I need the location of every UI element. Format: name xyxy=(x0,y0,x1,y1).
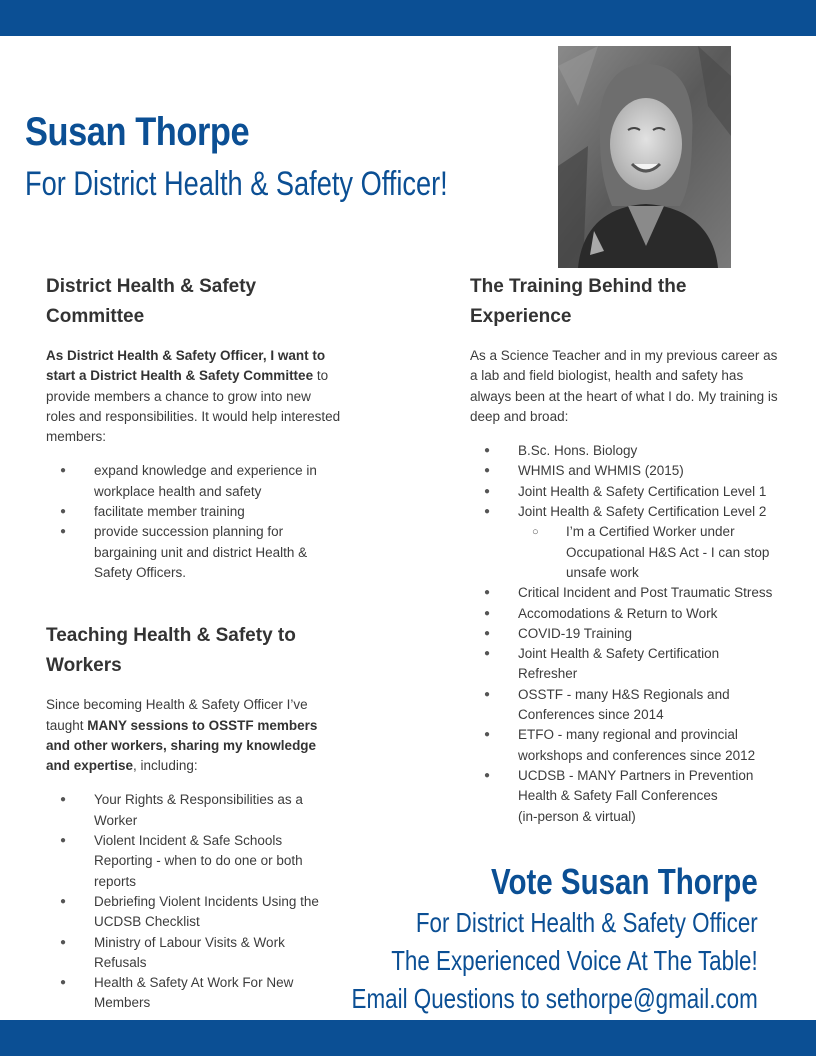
list-item: ● provide succession planning for bargaining unit and district Health & Safety Officers. xyxy=(46,522,341,583)
candidate-name: Susan Thorpe xyxy=(25,110,250,154)
list-item: ● Health & Safety At Work For New Members xyxy=(46,973,341,1014)
list-item: ● Ministry of Labour Visits & Work Refusals xyxy=(46,933,341,974)
list-item: ● Accomodations & Return to Work xyxy=(470,604,780,624)
candidate-subtitle: For District Health & Safety Officer! xyxy=(25,165,448,203)
vote-block xyxy=(250,860,758,1018)
list-item: ● WHMIS and WHMIS (2015) xyxy=(470,461,780,481)
teaching-intro-end: , including: xyxy=(133,758,198,774)
list-item: ● Joint Health & Safety Certification Level 1 xyxy=(470,482,780,502)
committee-list xyxy=(46,461,341,583)
vote-line-email[interactable]: Email Questions to sethorpe@gmail.com xyxy=(351,983,758,1014)
training-list-continued xyxy=(470,583,780,827)
training-list xyxy=(470,441,780,522)
vote-heading: Vote Susan Thorpe xyxy=(491,861,758,902)
teaching-heading: Teaching Health & Safety to Workers xyxy=(46,625,296,677)
list-item: ● ETFO - many regional and provincial workshops and conferences since 2012 xyxy=(470,725,780,766)
top-banner xyxy=(0,0,816,36)
training-intro: As a Science Teacher and in my previous career as a lab and field biologist, health and safety has always been at the heart of what I do. My training is deep and broad: xyxy=(470,348,778,424)
sub-list-item: ○ I’m a Certified Worker under Occupational H&S Act - I can stop unsafe work xyxy=(518,522,780,583)
training-sublist xyxy=(518,522,780,583)
bottom-banner xyxy=(0,1020,816,1056)
training-heading: The Training Behind the Experience xyxy=(470,276,687,327)
list-item: ● Your Rights & Responsibilities as a Worker xyxy=(46,790,341,831)
vote-line-office: For District Health & Safety Officer xyxy=(416,907,758,938)
list-item: ● B.Sc. Hons. Biology xyxy=(470,441,780,461)
committee-intro-bold: As District Health & Safety Officer, I want to start a District Health & Safety Committee xyxy=(46,348,326,384)
portrait-photo-icon xyxy=(558,46,731,268)
list-item: ● Joint Health & Safety Certification Level 2 xyxy=(470,502,780,522)
list-item: ● OSSTF - many H&S Regionals and Conferences since 2014 xyxy=(470,685,780,726)
teaching-intro-start: Since becoming Health & Safety Officer I’ve taught xyxy=(46,697,308,733)
list-item: ● Violent Incident & Safe Schools Reporting - when to do one or both reports xyxy=(46,831,341,892)
list-item: ● expand knowledge and experience in workplace health and safety xyxy=(46,461,341,502)
list-item: ● Critical Incident and Post Traumatic Stress xyxy=(470,583,780,603)
teaching-intro-bold: MANY sessions to OSSTF members and other workers, sharing my knowledge and expertise xyxy=(46,717,318,774)
portrait-photo xyxy=(558,46,731,268)
list-item: ● Debriefing Violent Incidents Using the UCDSB Checklist xyxy=(46,892,341,933)
vote-line-tagline: The Experienced Voice At The Table! xyxy=(391,945,758,976)
list-item: ● COVID-19 Training xyxy=(470,624,780,644)
committee-heading: District Health & Safety Committee xyxy=(46,276,257,327)
committee-intro-rest: to provide members a chance to grow into new roles and responsibilities. It would help interested members: xyxy=(46,368,341,445)
committee-intro xyxy=(46,346,341,447)
right-column xyxy=(470,272,780,827)
list-item: ● Joint Health & Safety Certification Refresher xyxy=(470,644,780,685)
list-item: ● UCDSB - MANY Partners in Prevention Health & Safety Fall Conferences (in-person & virtual) xyxy=(470,766,780,827)
list-item: ● facilitate member training xyxy=(46,502,341,522)
teaching-intro xyxy=(46,695,341,776)
